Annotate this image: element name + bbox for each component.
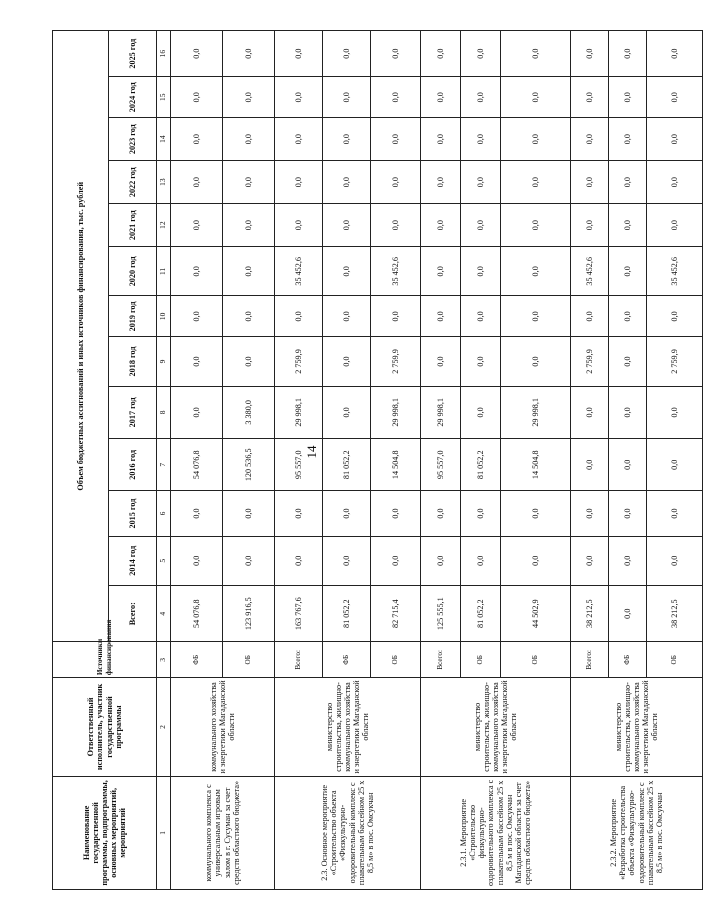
year-amount: 0,0 — [647, 161, 703, 204]
table-row — [275, 31, 323, 890]
year-amount: 0,0 — [171, 247, 223, 296]
header-year: 2024 год — [109, 77, 157, 118]
total-amount: 123 916,5 — [223, 585, 275, 642]
year-amount: 0,0 — [421, 337, 461, 386]
year-amount: 0,0 — [647, 536, 703, 585]
funding-source: Всего: — [275, 642, 323, 678]
year-amount: 0,0 — [421, 536, 461, 585]
year-amount: 0,0 — [461, 296, 501, 337]
year-amount: 0,0 — [171, 31, 223, 77]
year-amount: 0,0 — [647, 118, 703, 161]
year-amount: 0,0 — [571, 491, 609, 536]
funding-source: Всего: — [571, 642, 609, 678]
total-amount: 0,0 — [609, 585, 647, 642]
header-year: 2022 год — [109, 161, 157, 204]
total-amount: 82 715,4 — [371, 585, 421, 642]
year-amount: 0,0 — [609, 296, 647, 337]
funding-source: ОБ — [223, 642, 275, 678]
year-amount: 0,0 — [461, 536, 501, 585]
budget-table-frame — [52, 30, 679, 890]
year-amount: 0,0 — [223, 296, 275, 337]
year-amount: 0,0 — [323, 491, 371, 536]
year-amount: 0,0 — [421, 247, 461, 296]
year-amount: 0,0 — [461, 77, 501, 118]
year-amount: 0,0 — [501, 204, 571, 247]
year-amount: 0,0 — [371, 204, 421, 247]
column-index: 3 — [157, 642, 171, 678]
year-amount: 0,0 — [647, 77, 703, 118]
year-amount: 0,0 — [275, 161, 323, 204]
year-amount: 0,0 — [371, 491, 421, 536]
column-index: 9 — [157, 337, 171, 386]
activity-name: коммунального комплекса с универсальным игровым залом в г. Сусуман за счет средств областного бюджета» — [171, 776, 275, 889]
year-amount: 0,0 — [571, 161, 609, 204]
year-amount: 0,0 — [647, 491, 703, 536]
column-index: 2 — [157, 678, 171, 777]
year-amount: 0,0 — [323, 247, 371, 296]
year-amount: 0,0 — [461, 247, 501, 296]
year-amount: 0,0 — [461, 491, 501, 536]
year-amount: 29 998,1 — [371, 386, 421, 438]
year-amount: 0,0 — [571, 204, 609, 247]
column-index: 1 — [157, 776, 171, 889]
year-amount: 0,0 — [275, 536, 323, 585]
year-amount: 0,0 — [275, 491, 323, 536]
year-amount: 0,0 — [571, 386, 609, 438]
year-amount: 0,0 — [647, 439, 703, 491]
total-amount: 81 052,2 — [461, 585, 501, 642]
year-amount: 0,0 — [609, 439, 647, 491]
executor-name: министерство строительства, жилищно-коммунального хозяйства и энергетики Магаданской области — [421, 678, 571, 777]
total-amount: 38 212,5 — [571, 585, 609, 642]
year-amount: 0,0 — [171, 161, 223, 204]
executor-name: министерство строительства, жилищно-коммунального хозяйства и энергетики Магаданской области — [275, 678, 421, 777]
year-amount: 0,0 — [171, 296, 223, 337]
year-amount: 35 452,6 — [571, 247, 609, 296]
activity-name: 2.3.2. Мероприятие «Разработка строительства объекта «Физкультурно-оздоровительный комплекс с плавательным бассейном 25 х 8,5 м» в пос. Омсукчан — [571, 776, 703, 889]
year-amount: 0,0 — [371, 536, 421, 585]
year-amount: 35 452,6 — [647, 247, 703, 296]
header-year: 2019 год — [109, 296, 157, 337]
executor-name: министерство строительства, жилищно-коммунального хозяйства и энергетики Магаданской области — [571, 678, 703, 777]
header-year: 2014 год — [109, 536, 157, 585]
year-amount: 0,0 — [461, 386, 501, 438]
year-amount: 0,0 — [501, 77, 571, 118]
funding-source: ОБ — [461, 642, 501, 678]
total-amount: 38 212,5 — [647, 585, 703, 642]
header-year: 2015 год — [109, 491, 157, 536]
year-amount: 0,0 — [501, 118, 571, 161]
year-amount: 0,0 — [461, 31, 501, 77]
header-year: 2016 год — [109, 439, 157, 491]
total-amount: 125 555,1 — [421, 585, 461, 642]
year-amount: 54 076,8 — [171, 439, 223, 491]
year-amount: 35 452,6 — [275, 247, 323, 296]
year-amount: 0,0 — [223, 118, 275, 161]
column-index: 5 — [157, 536, 171, 585]
year-amount: 0,0 — [223, 491, 275, 536]
year-amount: 0,0 — [501, 247, 571, 296]
year-amount: 0,0 — [421, 204, 461, 247]
year-amount: 0,0 — [323, 161, 371, 204]
year-amount: 0,0 — [223, 204, 275, 247]
funding-source: ОБ — [501, 642, 571, 678]
column-index: 8 — [157, 386, 171, 438]
year-amount: 0,0 — [501, 296, 571, 337]
funding-source: ФБ — [323, 642, 371, 678]
year-amount: 0,0 — [223, 247, 275, 296]
year-amount: 0,0 — [501, 491, 571, 536]
year-amount: 14 504,8 — [501, 439, 571, 491]
year-amount: 0,0 — [371, 118, 421, 161]
header-year: 2017 год — [109, 386, 157, 438]
header-year: 2020 год — [109, 247, 157, 296]
activity-name: 2.3.1. Мероприятие «Строительство физкультурно-оздоровительного комплекса с плавательным бассейном 25 х 8,5 м в пос. Омсукчан Магаданской области за счет средств областного бюджета» — [421, 776, 571, 889]
page-number: 14 — [304, 445, 319, 459]
year-amount: 0,0 — [461, 118, 501, 161]
year-amount: 0,0 — [421, 31, 461, 77]
year-amount: 0,0 — [323, 204, 371, 247]
year-amount: 14 504,8 — [371, 439, 421, 491]
year-amount: 0,0 — [323, 31, 371, 77]
funding-source: Всего: — [421, 642, 461, 678]
year-amount: 0,0 — [171, 77, 223, 118]
year-amount: 0,0 — [223, 337, 275, 386]
year-amount: 0,0 — [275, 31, 323, 77]
year-amount: 0,0 — [421, 491, 461, 536]
year-amount: 0,0 — [323, 337, 371, 386]
column-index: 4 — [157, 585, 171, 642]
year-amount: 0,0 — [647, 204, 703, 247]
year-amount: 95 557,0 — [421, 439, 461, 491]
year-amount: 0,0 — [609, 536, 647, 585]
funding-source: ОБ — [647, 642, 703, 678]
column-index: 16 — [157, 31, 171, 77]
year-amount: 0,0 — [171, 337, 223, 386]
table-row — [421, 31, 461, 890]
table-row — [571, 31, 609, 890]
total-amount: 81 052,2 — [323, 585, 371, 642]
year-amount: 0,0 — [323, 296, 371, 337]
year-amount: 120 536,5 — [223, 439, 275, 491]
year-amount: 0,0 — [609, 77, 647, 118]
header-executor: Ответственный исполнитель, участник государственной программы — [53, 678, 157, 777]
budget-table — [52, 30, 703, 890]
year-amount: 0,0 — [371, 161, 421, 204]
total-amount: 44 502,9 — [501, 585, 571, 642]
year-amount: 0,0 — [501, 161, 571, 204]
year-amount: 35 452,6 — [371, 247, 421, 296]
year-amount: 0,0 — [609, 161, 647, 204]
header-funding-group: Объем бюджетных ассигнований и иных источников финансирования, тыс. рублей — [53, 31, 109, 643]
year-amount: 0,0 — [501, 337, 571, 386]
year-amount: 0,0 — [571, 439, 609, 491]
year-amount: 29 998,1 — [275, 386, 323, 438]
year-amount: 2 759,9 — [275, 337, 323, 386]
year-amount: 0,0 — [571, 31, 609, 77]
year-amount: 0,0 — [461, 161, 501, 204]
year-amount: 95 557,0 — [275, 439, 323, 491]
year-amount: 0,0 — [647, 296, 703, 337]
year-amount: 0,0 — [275, 296, 323, 337]
year-amount: 0,0 — [275, 118, 323, 161]
year-amount: 0,0 — [647, 31, 703, 77]
year-amount: 0,0 — [571, 296, 609, 337]
year-amount: 0,0 — [275, 77, 323, 118]
year-amount: 81 052,2 — [461, 439, 501, 491]
year-amount: 0,0 — [571, 536, 609, 585]
funding-source: ФБ — [171, 642, 223, 678]
header-year: 2018 год — [109, 337, 157, 386]
year-amount: 0,0 — [323, 77, 371, 118]
year-amount: 2 759,9 — [647, 337, 703, 386]
year-amount: 3 380,0 — [223, 386, 275, 438]
year-amount: 0,0 — [571, 118, 609, 161]
year-amount: 81 052,2 — [323, 439, 371, 491]
year-amount: 0,0 — [609, 491, 647, 536]
total-amount: 163 767,6 — [275, 585, 323, 642]
header-year: 2021 год — [109, 204, 157, 247]
year-amount: 0,0 — [609, 118, 647, 161]
year-amount: 0,0 — [647, 386, 703, 438]
column-index: 14 — [157, 118, 171, 161]
year-amount: 0,0 — [609, 31, 647, 77]
year-amount: 0,0 — [609, 337, 647, 386]
column-index: 11 — [157, 247, 171, 296]
year-amount: 0,0 — [421, 296, 461, 337]
header-year: 2023 год — [109, 118, 157, 161]
column-index: 12 — [157, 204, 171, 247]
year-amount: 2 759,9 — [571, 337, 609, 386]
header-source: Источники финансирования — [53, 642, 157, 678]
year-amount: 0,0 — [223, 161, 275, 204]
year-amount: 0,0 — [223, 77, 275, 118]
year-amount: 29 998,1 — [501, 386, 571, 438]
funding-source: ФБ — [609, 642, 647, 678]
year-amount: 0,0 — [609, 204, 647, 247]
funding-source: ОБ — [371, 642, 421, 678]
year-amount: 0,0 — [421, 118, 461, 161]
year-amount: 0,0 — [171, 491, 223, 536]
executor-name: коммунального хозяйства и энергетики Магаданской области — [171, 678, 275, 777]
year-amount: 0,0 — [609, 247, 647, 296]
column-index: 13 — [157, 161, 171, 204]
column-index: 10 — [157, 296, 171, 337]
year-amount: 0,0 — [223, 31, 275, 77]
column-index: 6 — [157, 491, 171, 536]
header-name: Наименование государственной программы, подпрограммы, основных мероприятий, мероприятий — [53, 776, 157, 889]
year-amount: 0,0 — [371, 31, 421, 77]
year-amount: 0,0 — [461, 204, 501, 247]
year-amount: 0,0 — [609, 386, 647, 438]
year-amount: 0,0 — [371, 77, 421, 118]
year-amount: 0,0 — [323, 118, 371, 161]
year-amount: 29 998,1 — [421, 386, 461, 438]
year-amount: 0,0 — [501, 536, 571, 585]
year-amount: 0,0 — [421, 77, 461, 118]
year-amount: 0,0 — [171, 386, 223, 438]
year-amount: 0,0 — [323, 386, 371, 438]
year-amount: 2 759,9 — [371, 337, 421, 386]
total-amount: 54 076,8 — [171, 585, 223, 642]
table-row — [171, 31, 223, 890]
column-index: 7 — [157, 439, 171, 491]
year-amount: 0,0 — [171, 204, 223, 247]
year-amount: 0,0 — [421, 161, 461, 204]
year-amount: 0,0 — [275, 204, 323, 247]
header-total: Всего: — [109, 585, 157, 642]
year-amount: 0,0 — [501, 31, 571, 77]
year-amount: 0,0 — [461, 337, 501, 386]
year-amount: 0,0 — [171, 118, 223, 161]
year-amount: 0,0 — [571, 77, 609, 118]
year-amount: 0,0 — [223, 536, 275, 585]
year-amount: 0,0 — [171, 536, 223, 585]
column-index: 15 — [157, 77, 171, 118]
year-amount: 0,0 — [371, 296, 421, 337]
header-year: 2025 год — [109, 31, 157, 77]
activity-name: 2.3. Основное мероприятие «Строительство объекта «Физкультурно-оздоровительный комплекс с плавательным бассейном 25 х 8,5 м» в пос. Омсукчан — [275, 776, 421, 889]
year-amount: 0,0 — [323, 536, 371, 585]
